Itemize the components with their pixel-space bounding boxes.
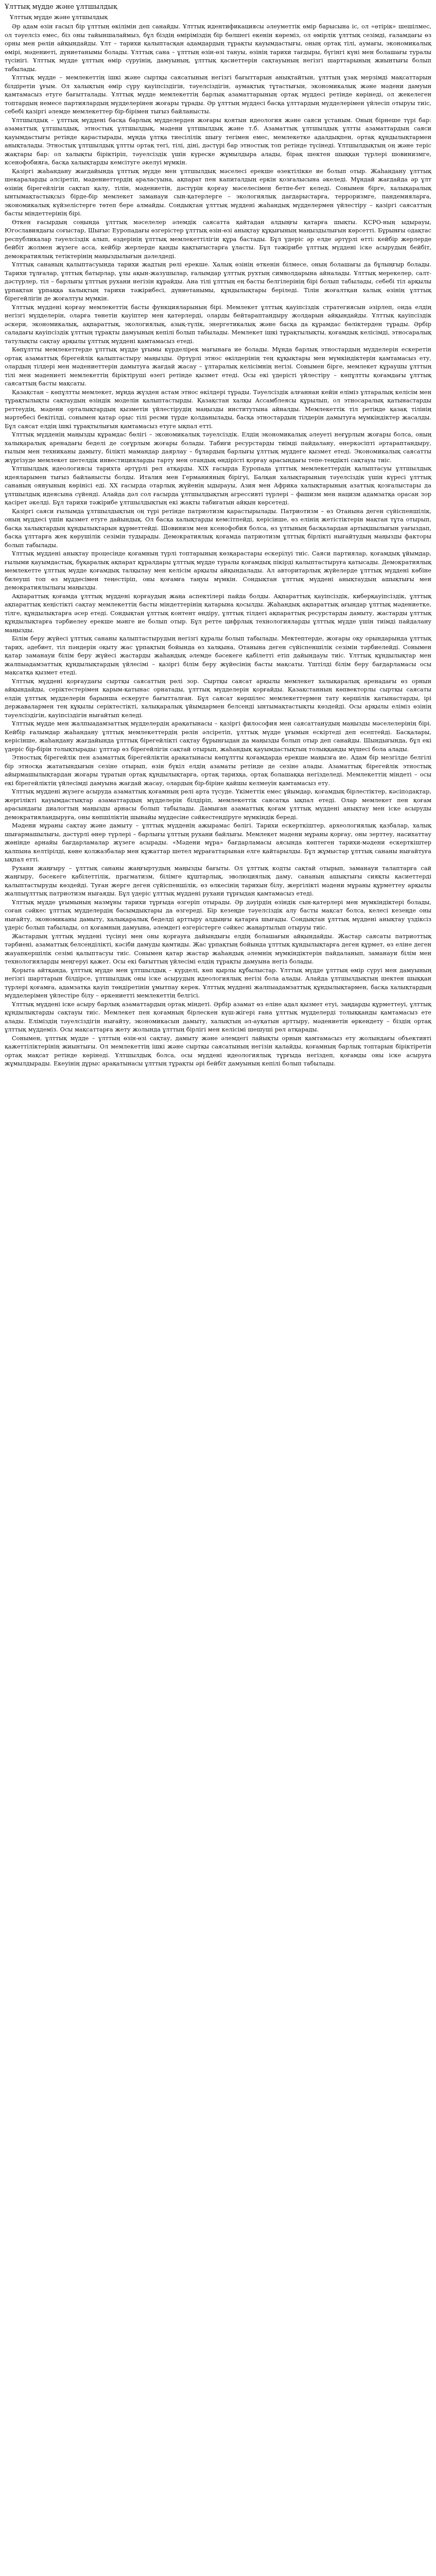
- body-paragraph: Білім беру жүйесі ұлттық сананы қалыптастырудың негізгі құралы болып табылады. Мектептерде, жоғары оқу орындарында ұлттық тарих, әдебиет, тіл пәндерін оқыту жас ұрпақтың бойында өз халқына, Отанына деген сүйіспеншілік сезімін тәрбиелейді. Сонымен қатар заманауи білім беру жүйесі жастарды жаһандық әлемде бәсекеге қабілетті етіп дайындауы тиіс. Ұлттық құндылықтар мен жалпыадамзаттық құндылықтардың үйлесімі – қазіргі білім беру жүйесінің басты мақсаты. Үштілді білім беру бағдарламасы осы мақсатқа қызмет етеді.: [5, 635, 431, 676]
- body-paragraph: Сонымен, ұлттық мүдде – ұлттың өзін-өзі сақтау, дамыту және әлемдегі лайықты орнын қамтамасыз ету жолындағы объективті қажеттіліктерінің жиынтығы. Ол мемлекеттің ішкі және сыртқы саясатының негізін қалайды, қоғамның барлық топтарын біріктіретін ортақ мақсат ретінде көрінеді. Ұлтшылдық болса, осы мүддені идеологиялық тұрғыда негіздеп, қоғамды оны іске асыруға жұмылдырады. Екеуінің дұрыс арақатынасы ұлттың тұрақты әрі бейбіт дамуының кепілі болып табылады.: [5, 1035, 431, 1067]
- document-title: Ұлттық мүдде және ұлтшылдық: [5, 3, 117, 11]
- body-paragraph: Ұлттық мүддені жүзеге асыруда азаматтық қоғамның рөлі арта түсуде. Үкіметтік емес ұйымдар, қоғамдық бірлестіктер, кәсіподақтар, жергілікті қауымдастықтар азаматтардың мүдделерін білдіріп, мемлекеттік саясатқа ықпал етеді. Олар мемлекет пен қоғам арасындағы диалогтың маңызды арнасы болып табылады. Дамыған азаматтық қоғам ұлттық мүддені анықтау мен іске асыруды демократияландыруға, оны көпшіліктің шынайы мүддесіне сәйкестендіруге мүмкіндік береді.: [5, 788, 431, 821]
- body-paragraph: Ұлттық мүддені іске асыру барлық азаматтардың ортақ міндеті. Әрбір азамат өз еліне адал қызмет етуі, заңдарды құрметтеуі, ұлттық құндылықтарды сақтауы тиіс. Мемлекет пен қоғамның бірлескен күш-жігері ғана ұлттық мүдделерді толыққанды қамтамасыз ете алады. Еліміздің тәуелсіздігін нығайту, экономикасын дамыту, халықтың әл-ауқатын арттыру, мәдениетін өркендету – біздің ортақ ұлттық мүддеміз. Осы мақсаттарға жету жолында ұлттың бірлігі мен келісімі шешуші рөл атқарады.: [5, 1001, 431, 1033]
- body-paragraph: Ұлттық мүдде ұғымының мазмұны тарихи тұрғыда өзгеріп отырады. Әр дәуірдің өзіндік сын-қатерлері мен мүмкіндіктері болады, соған сәйкес ұлттық мүдделердің басымдықтары да өзгереді. Бір кезеңде тәуелсіздік алу басты мақсат болса, келесі кезеңде оны нығайту, экономиканы дамыту, халықаралық беделді арттыру алдыңғы қатарға шығады. Сондықтан ұлттық мүддені анықтау үздіксіз үдеріс болып табылады, ол қоғамның дамуына, әлемдегі өзгерістерге сәйкес жаңартылып отыруы тиіс.: [5, 899, 431, 931]
- body-paragraph: Ұлтшылдық – ұлттық мүддені басқа барлық мүдделерден жоғары қоятын идеология және саяси ұстаным. Оның бірнеше түрі бар: азаматтық ұлтшылдық, этностық ұлтшылдық, мәдени ұлтшылдық және т.б. Азаматтық ұлтшылдық ұлтты азаматтардың саяси қауымдастығы ретінде қарастырады, мұнда ұлтқа тиесілілік шығу тегімен емес, мемлекетке адалдықпен, ортақ құндылықтармен анықталады. Этностық ұлтшылдық ұлтты ортақ тегі, тілі, діні, дәстүрі бар этностық топ ретінде түсінеді. Ұлтшылдықтың оң және теріс жақтары бар: ол халықты біріктіріп, тәуелсіздік үшін күреске жұмылдыра алады, бірақ шектен шыққан түрлері шовинизмге, ксенофобияға, басқа халықтарды кемсітуге әкелуі мүмкін.: [5, 116, 431, 166]
- body-paragraph: Өткен ғасырдың соңында ұлттық мәселелер әлемдік саясатта қайтадан алдыңғы қатарға шықты. КСРО-ның ыдырауы, Югославиядағы соғыстар, Шығыс Еуропадағы өзгерістер ұлттық өзін-өзі анықтау құқығының маңыздылығын көрсетті. Бұрынғы одақтас республикалар тәуелсіздік алып, өздерінің ұлттық мемлекеттілігін құра бастады. Бұл үдеріс әр елде әртүрлі өтті: кейбір жерлерде бейбіт жолмен жүзеге асса, кейбір жерлерде қанды қақтығыстарға ұласты. Бұл тәжірибе ұлттық мүддені іске асырудың бейбіт, демократиялық тетіктерінің маңыздылығын дәлелдеді.: [5, 218, 431, 260]
- body-paragraph: Көпұлтты мемлекеттерде ұлттық мүдде ұғымы күрделірек мағынаға ие болады. Мұнда барлық этностардың мүдделерін ескеретін ортақ азаматтық бірегейлік қалыптастыру маңызды. Әртүрлі этнос өкілдерінің тең құқықтары мен мүмкіндіктерін қамтамасыз ету, олардың тілдері мен мәдениеттерін дамытуға жағдай жасау – ұлтаралық келісімнің негізі. Сонымен бірге, мемлекет құраушы ұлттың тілі мен мәдениеті мемлекеттің біріктіруші өзегі ретінде қызмет етеді. Осы екі үдерісті үйлестіру – көпұлтты қоғамдағы ұлттық саясаттың басты мақсаты.: [5, 346, 431, 387]
- body-paragraph: Ұлттық мүдде – мемлекеттің ішкі және сыртқы саясатының негізгі бағыттарын анықтайтын, ұлттың ұзақ мерзімді мақсаттарын білдіретін ұғым. Ол халықтың өмір сүру қауіпсіздігін, тәуелсіздігін, аумақтық тұтастығын, экономикалық және мәдени дамуын қамтамасыз етуге бағытталады. Ұлттық мүдде мемлекеттің барлық азаматтарының ортақ мүддесі ретінде көрінеді, ол жекелеген топтардың немесе партиялардың мүдделерінен жоғары тұрады. Әр ұлттың мүддесі басқа ұлттардың мүдделерімен үйлесіп отыруы тиіс, себебі қазіргі әлемде мемлекеттер бір-бірімен тығыз байланысты.: [5, 74, 431, 115]
- body-paragraph: Мәдени мұраны сақтау және дамыту – ұлттық мүдденің ажырамас бөлігі. Тарихи ескерткіштер, археологиялық қазбалар, халық шығармашылығы, дәстүрлі өнер түрлері – барлығы ұлттың рухани байлығы. Мемлекет мәдени мұраны қорғау, оны зерттеу, насихаттау жөнінде арнайы бағдарламалар жүзеге асырады. «Мәдени мұра» бағдарламасы аясында көптеген тарихи-мәдени ескерткіштер қалпына келтірілді, көне қолжазбалар мен құжаттар шетел мұрағаттарынан елге қайтарылды. Бұл жұмыстар ұлттық сананы нығайтуға ықпал етті.: [5, 822, 431, 863]
- body-paragraph: Ұлттық мүдде мен жалпыадамзаттық мүдделердің арақатынасы – қазіргі философия мен саясаттанудың маңызды мәселелерінің бірі. Кейбір ғалымдар жаһандану ұлттық мемлекеттердің рөлін әлсіретіп, ұлттық мүдде ұғымын ескіртеді деп есептейді. Басқалары, керісінше, жаһандану жағдайында ұлттық бірегейлікті сақтау бұрынғыдан да маңызды болып отыр деп санайды. Шындығында, бұл екі үдеріс бір-бірін толықтырады: ұлттар өз бірегейлігін сақтай отырып, жаһандық қауымдастықтың толыққанды мүшесі бола алады.: [5, 720, 431, 753]
- body-paragraph: Қазақстан – көпұлтты мемлекет, мұнда жүзден астам этнос өкілдері тұрады. Тәуелсіздік алғаннан кейін еліміз ұлтаралық келісім мен тұрақтылықты сақтаудың өзіндік моделін қалыптастырды. Қазақстан халқы Ассамблеясы құрылып, ол этносаралық қатынастарды реттеудің, мәдени орталықтардың қызметін үйлестірудің маңызды институтына айналды. Мемлекеттік тіл ретінде қазақ тілінің мәртебесі бекітілді, сонымен қатар орыс тілі ресми түрде қолданылады, басқа этностардың тілдерін дамытуға мүмкіндіктер жасалды. Бұл саясат елдің ішкі тұрақтылығын қамтамасыз етуге ықпал етті.: [5, 388, 431, 430]
- body-paragraph: Ақпараттық қоғамда ұлттық мүддені қорғаудың жаңа аспектілері пайда болды. Ақпараттық қауіпсіздік, киберқауіпсіздік, ұлттық ақпараттық кеңістікті сақтау мемлекеттің басты міндеттерінің қатарына қосылды. Жаһандық ақпараттық ағындар ұлттық мәдениетке, тілге, құндылықтарға әсер етеді. Сондықтан ұлттық контент өндіру, ұлттық тілдегі ақпараттық ресурстарды дамыту, жастарды ұлттық құндылықтарға тәрбиелеу ерекше мәнге ие болып отыр. Бұл ретте цифрлық технологияларды ұлттық мүдде үшін тиімді пайдалану маңызды.: [5, 592, 431, 634]
- body-paragraph: Этностық бірегейлік пен азаматтық бірегейліктің арақатынасы көпұлтты қоғамдарда ерекше маңызға ие. Адам бір мезгілде белгілі бір этносқа жататындығын сезіне отырып, өзін бүкіл елдің азаматы ретінде де сезіне алады. Азаматтық бірегейлік этностық айырмашылықтардан жоғары тұратын ортақ құндылықтарға, ортақ тарихқа, ортақ болашаққа негізделеді. Мемлекеттің міндеті – осы екі бірегейліктің үйлесімді дамуына жағдай жасау, олардың бір-біріне қайшы келмеуін қамтамасыз ету.: [5, 754, 431, 787]
- body-paragraph: Қорыта айтқанда, ұлттық мүдде мен ұлтшылдық – күрделі, көп қырлы құбылыстар. Ұлттық мүдде ұлттың өмір сүруі мен дамуының негізгі шарттарын білдірсе, ұлтшылдық оны іске асырудың идеологиялық негізі бола алады. Алайда ұлтшылдықтың шектен шыққан түрлері қоғамға, адамзатқа қауіп төндіретінін ұмытпау керек. Ұлттық мүддені жалпыадамзаттық құндылықтармен, басқа халықтардың мүдделерімен үйлестіре білу – өркениетті мемлекеттің белгісі.: [5, 967, 431, 999]
- body-paragraph: Рухани жаңғыру – ұлттық сананы жаңғыртудың маңызды бағыты. Ол ұлттық кодты сақтай отырып, заманауи талаптарға сай жаңғыру, бәсекеге қабілеттілік, прагматизм, білімге құштарлық, эволюциялық даму, сананың ашықтығы сияқты қасиеттерді қалыптастыруды көздейді. Туған жерге деген сүйіспеншілік, өз өлкесінің тарихын білу, жергілікті мәдени мұраны құрметтеу арқылы жалпыұлттық патриотизм нығаяды. Бұл үдеріс ұлттық мүддені рухани тұрғыдан қамтамасыз етеді.: [5, 865, 431, 897]
- document-page: [0, 0, 436, 1074]
- body-paragraph: Ұлттық мүддені қорғау мемлекеттің басты функцияларының бірі. Мемлекет ұлттық қауіпсіздік стратегиясын әзірлеп, онда елдің негізгі мүдделерін, оларға төнетін қауіптер мен қатерлерді, оларды бейтараптандыру жолдарын айқындайды. Ұлттық қауіпсіздік әскери, экономикалық, ақпараттық, экологиялық, азық-түлік, энергетикалық және басқа да құрамдас бөліктерден тұрады. Әрбір саладағы қауіпсіздік ұлттың тұрақты дамуының кепілі болып табылады. Мемлекет ішкі тұрақтылықты, қоғамдық келісімді, этносаралық татулықты сақтау арқылы ұлттық мүддені қамтамасыз етеді.: [5, 303, 431, 345]
- document-body: [5, 23, 431, 1069]
- body-paragraph: Ұлтшылдық идеологиясы тарихта әртүрлі рөл атқарды. XIX ғасырда Еуропада ұлттық мемлекеттердің қалыптасуы ұлтшылдық идеяларымен тығыз байланысты болды. Италия мен Германияның бірігуі, Балқан халықтарының тәуелсіздік үшін күресі ұлттық сананың оянуының көрінісі еді. ХХ ғасырда отарлық жүйенің ыдырауы, Азия мен Африка халықтарының азаттық қозғалыстары да ұлтшылдық идеясына сүйенді. Алайда дәл сол ғасырда ұлтшылдықтың агрессивті түрлері – фашизм мен нацизм адамзатқа орасан зор қасірет әкелді. Бұл тарихи тәжірибе ұлтшылдықтың екі жақты табиғатын айқын көрсетеді.: [5, 465, 431, 506]
- body-paragraph: Жастардың ұлттық мүддені түсінуі мен оны қорғауға дайындығы елдің болашағын айқындайды. Жастар саясаты патриоттық тәрбиені, азаматтық белсенділікті, кәсіби дамуды қамтиды. Жас ұрпақтың бойында ұлттық құндылықтарға деген құрмет, өз еліне деген жауапкершілік сезімі қалыптасуы тиіс. Сонымен қатар жастар жаһандық әлемнің мүмкіндіктерін пайдаланып, заманауи білім мен технологияларды меңгеруі қажет. Осы екі бағыттың үйлесімі елдің тұрақты дамуына негіз болады.: [5, 933, 431, 965]
- body-paragraph: Қазіргі жаһандану жағдайында ұлттық мүдде мен ұлтшылдық мәселесі ерекше өзектілікке ие болып отыр. Жаһандану ұлттық шекараларды әлсіретіп, мәдениеттердің араласуына, ақпарат пен капиталдың еркін қозғалысына әкеледі. Мұндай жағдайда әр ұлт өзінің бірегейлігін сақтап қалу, тілін, мәдениетін, дәстүрін қорғау мәселесімен бетпе-бет келеді. Сонымен бірге, халықаралық ынтымақтастықсыз бірде-бір мемлекет заманауи сын-қатерлерге – экологиялық дағдарыстарға, терроризмге, пандемияларға, экономикалық күйзелістерге төтеп бере алмайды. Сондықтан ұлттық мүддені жаһандық мүдделермен үйлестіру – қазіргі саясаттың басты міндеттерінің бірі.: [5, 167, 431, 217]
- body-paragraph: Әр адам өзін ғасыл бір ұлттың өкілімін деп санайды. Ұлттық идентификациясы әлеуметтік өмір барысына іс, ол «өтірік» шешілмес, ол тәуелсіз емес, біз оны тайыншалаймыз, бұл біздің өміріміздің бір бөлшегі екенін көреміз, ол өмірлік ұлттық сезімді, ғаламдағы өз орны мен рөлін айқындайды. Ұлт – тарихи қалыптасқан адамдардың тұрақты қауымдастығы, оның ортақ тілі, аумағы, экономикалық өмірі, мәдениеті, дүниетанымы болады. Ұлттық сана – ұлттың өзін-өзі тануы, өзінің тарихи тағдыры, бүгінгі күні мен болашағы туралы түсінігі. Ұлттық мүдде ұлттың өмір сүруінің, дамуының, ұлттық қасиеттерін сақтауының негізгі шарттарының жиынтығы болып табылады.: [5, 23, 431, 73]
- body-paragraph: Ұлттық мүддені анықтау процесінде қоғамның түрлі топтарының көзқарастары ескерілуі тиіс. Саяси партиялар, қоғамдық ұйымдар, ғылыми қауымдастық, бұқаралық ақпарат құралдары ұлттық мүдде туралы қоғамдық пікірді қалыптастыруға қатысады. Демократиялық мемлекетте ұлттық мүдде қоғамдық талқылау мен келісім арқылы айқындалады. Ал авторитарлық жүйелерде ұлттық мүддені көбіне билеуші топ өз мүддесімен теңестіріп, оны қоғамға таңуы мүмкін. Сондықтан ұлттық мүддені анықтаудың ашықтығы мен демократиялылығы маңызды.: [5, 550, 431, 591]
- body-paragraph: Ұлттық мүдденің маңызды құрамдас бөлігі – экономикалық тәуелсіздік. Елдің экономикалық әлеуеті неғұрлым жоғары болса, оның халықаралық аренадағы беделі де соғұрлым жоғары болады. Табиғи ресурстарды тиімді пайдалану, өнеркәсіпті әртараптандыру, ғылым мен техниканы дамыту, білікті мамандар даярлау – бұлардың барлығы ұлттық мүддеге қызмет етеді. Экономикалық саясатты жүргізуде мемлекет шетелдік инвестицияларды тарту мен отандық өндірісті қорғау арасындағы тепе-теңдікті сақтауы тиіс.: [5, 431, 431, 464]
- body-paragraph: Ұлттық сананың қалыптасуында тарихи жадтың рөлі ерекше. Халық өзінің өткенін білмесе, оның болашағы да бұлыңғыр болады. Тарихи тұлғалар, ұлттық батырлар, ұлы ақын-жазушылар, ғалымдар ұлттық рухтың символдарына айналады. Ұлттық мерекелер, салт-дәстүрлер, тіл – барлығы ұлттың рухани негізін құрайды. Ана тілі ұлттың ең басты белгілерінің бірі болып табылады, себебі тіл арқылы ұрпақтан ұрпаққа халықтың тарихи тәжірибесі, дүниетанымы, құндылықтары беріледі. Тілін жоғалтқан халық өзінің ұлттық бірегейлігін де жоғалтуы мүмкін.: [5, 261, 431, 302]
- body-paragraph: Ұлттық мүддені қорғаудағы сыртқы саясаттың рөлі зор. Сыртқы саясат арқылы мемлекет халықаралық аренадағы өз орнын айқындайды, серіктестерімен қарым-қатынас орнатады, ұлттық мүдделерін қорғайды. Қазақстанның көпвекторлы сыртқы саясаты елдің ұлттық мүдделерін барынша ескеруге бағытталған. Бұл саясат көршілес мемлекеттермен тату көршілік қатынастарды, ірі державалармен тең құқылы серіктестікті, халықаралық ұйымдармен белсенді ынтымақтастықты көздейді. Осы арқылы еліміз өзінің тәуелсіздігін, қауіпсіздігін нығайтып келеді.: [5, 677, 431, 719]
- body-paragraph: Қазіргі саяси ғылымда ұлтшылдықтың оң түрі ретінде патриотизм қарастырылады. Патриотизм – өз Отанына деген сүйіспеншілік, оның мүддесі үшін қызмет етуге дайындық. Ол басқа халықтарды кемсітпейді, керісінше, өз елінің жетістіктерін мақтан тұта отырып, басқа халықтардың құндылықтарын құрметтейді. Шовинизм мен ксенофобия болса, өз ұлтының басқалардан артықшылығын уағыздап, басқа ұлттарға жек көрушілік сезімін тудырады. Демократиялық қоғамда патриотизм ұлттық бірлікті нығайтудың маңызды факторы болып табылады.: [5, 507, 431, 549]
- document-subtitle: Ұлттық мүдде және ұлтшылдық: [10, 14, 108, 21]
